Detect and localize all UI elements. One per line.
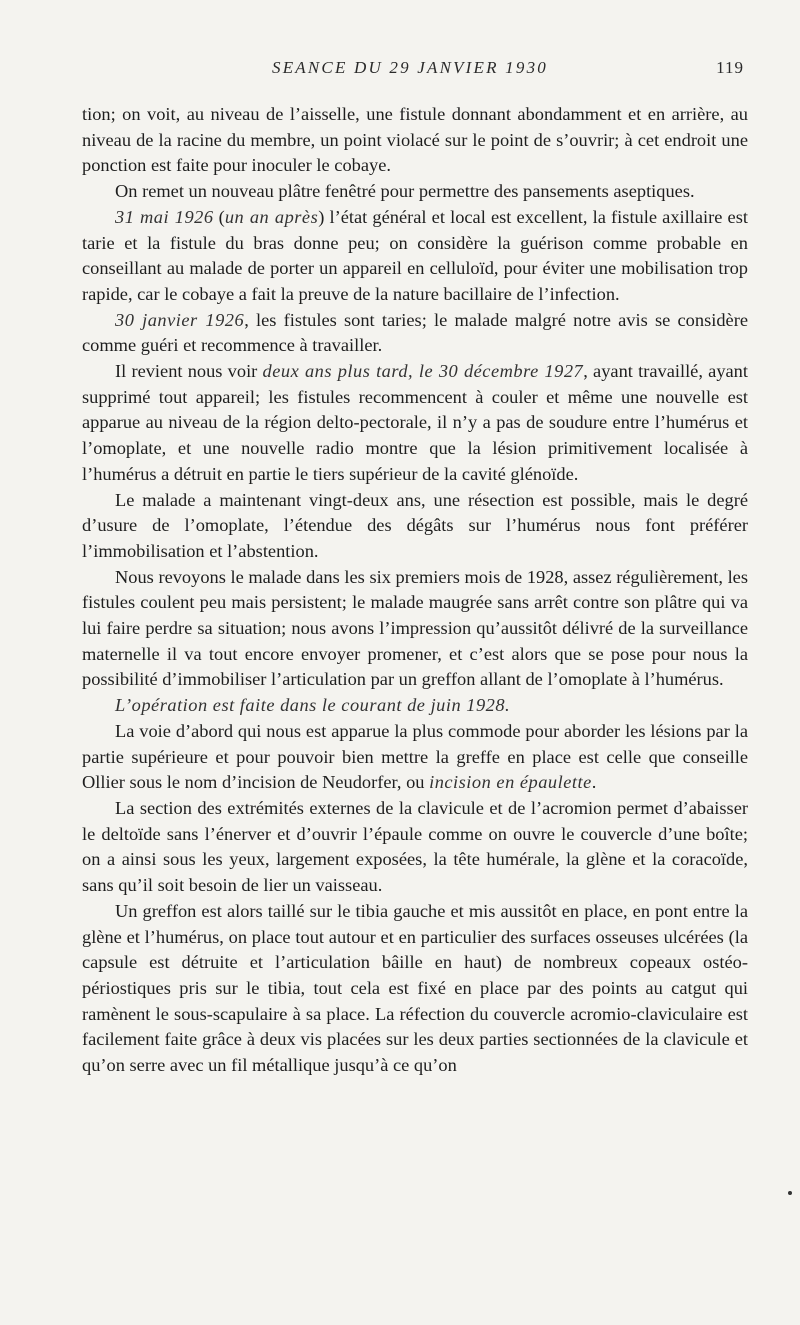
emphasis-operation-date: L’opération est faite dans le courant de juin 1928. bbox=[115, 695, 511, 716]
paragraph-4: 30 janvier 1926, les fistules sont taries; le malade malgré notre avis se considère comme guéri et recommence à travailler. bbox=[82, 309, 748, 356]
page-header bbox=[0, 58, 800, 86]
paragraph-7: Nous revoyons le malade dans les six premiers mois de 1928, assez régulièrement, les fistules coulent peu mais persistent; le malade maugrée sans arrêt contre son plâtre qui va lui faire perdre sa situation; nous avons l’impression qu’aussitôt délivré de la surveillance maternelle il va tout encore envoyer promener, et c’est alors que se pose pour nous la possibilité d’immobiliser l’articulation par un greffon allant de l’omoplate à l’humérus. bbox=[82, 566, 748, 690]
date-30-janvier-1926: 30 janvier 1926 bbox=[115, 309, 245, 330]
body-text bbox=[82, 102, 748, 1079]
paragraph-9: La voie d’abord qui nous est apparue la plus commode pour aborder les lésions par la partie supérieure et pour pouvoir bien mettre la greffe en place est celle que conseille Ollier sous le nom d’incision de Neudorfer, ou incision en épaulette. bbox=[82, 720, 748, 793]
paragraph-2: On remet un nouveau plâtre fenêtré pour permettre des pansements aseptiques. bbox=[115, 181, 695, 202]
emphasis-deux-ans-plus-tard: deux ans plus tard, le 30 décembre 1927 bbox=[262, 361, 584, 382]
margin-dot bbox=[788, 1191, 792, 1195]
emphasis-un-an-apres: un an après bbox=[224, 206, 319, 227]
paragraph-6: Le malade a maintenant vingt-deux ans, une résection est possible, mais le degré d’usure de l’omoplate, l’étendue des dégâts sur l’humérus nous font préférer l’immobilisation et l’abstention. bbox=[82, 489, 748, 561]
paragraph-5: Il revient nous voir deux ans plus tard, le 30 décembre 1927, ayant travaillé, ayant supprimé tout appareil; les fistules recommencent à couler et même une nouvelle est apparue au niveau de la région delto-pectorale, il n’y a pas de soudure entre l’humérus et l’omoplate, et une nouvelle radio montre que la lésion primitivement localisée à l’humérus a détruit en partie le tiers supérieur de la cavité glénoïde. bbox=[82, 361, 748, 484]
paragraph-1: tion; on voit, au niveau de l’aisselle, une fistule donnant abondamment et en arrière, au niveau de la racine du membre, un point violacé sur le point de s’ouvrir; à cet endroit une ponction est faite pour inoculer le cobaye. bbox=[82, 104, 748, 176]
emphasis-incision-en-epaulette: incision en épaulette bbox=[429, 772, 592, 793]
page-number: 119 bbox=[716, 58, 744, 77]
running-title: SEANCE DU 29 JANVIER 1930 bbox=[272, 58, 548, 77]
paragraph-10: La section des extrémités externes de la clavicule et de l’acromion permet d’abaisser le deltoïde sans l’énerver et d’ouvrir l’épaule comme on ouvre le couvercle d’une boîte; on a ainsi sous les yeux, largement exposées, la tête humérale, la glène et la coracoïde, sans qu’il soit besoin de lier un vaisseau. bbox=[82, 797, 748, 896]
date-31-mai-1926: 31 mai 1926 bbox=[115, 206, 214, 227]
paragraph-3: 31 mai 1926 (un an après) l’état général et local est excellent, la fistule axillaire est tarie et la fistule du bras donne peu; on considère la guérison comme probable en conseillant au malade de porter un appareil en celluloïd, pour éviter une mobilisation trop rapide, car le cobaye a fait la preuve de la nature bacillaire de l’infection. bbox=[82, 206, 748, 304]
paragraph-11: Un greffon est alors taillé sur le tibia gauche et mis aussitôt en place, en pont entre la glène et l’humérus, on place tout autour et en particulier des surfaces osseuses ulcérées (la capsule est détruite et l’articulation bâille en haut) de nombreux copeaux ostéo-périostiques pris sur le tibia, tout cela est fixé en place par des points au catgut qui ramènent le sous-scapulaire à sa place. La réfection du couvercle acromio-claviculaire est facilement faite grâce à deux vis placées sur les deux parties sectionnées de la clavicule et qu’on serre avec un fil métallique jusqu’à ce qu’on bbox=[82, 900, 748, 1076]
paragraph-8 bbox=[82, 693, 748, 719]
